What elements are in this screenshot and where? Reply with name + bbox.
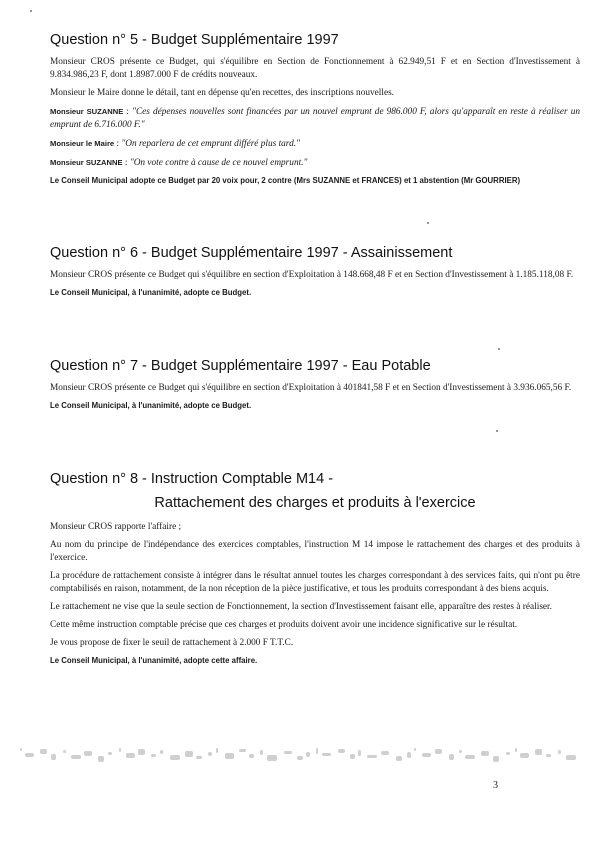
quote: "On reparlera de cet emprunt différé plus tard." bbox=[121, 139, 300, 149]
question-8 bbox=[50, 471, 580, 672]
page-number: 3 bbox=[493, 780, 498, 791]
bleed-mark bbox=[465, 755, 475, 759]
bleed-mark bbox=[63, 750, 66, 753]
bleed-mark bbox=[506, 752, 510, 755]
q8-decision: Le Conseil Municipal, à l'unanimité, adopte cette affaire. bbox=[50, 656, 258, 665]
bleed-mark bbox=[51, 754, 56, 760]
bleed-mark bbox=[170, 755, 180, 760]
q5-statement-2 bbox=[50, 137, 580, 151]
bleed-mark bbox=[381, 751, 389, 755]
bleed-mark bbox=[520, 753, 529, 758]
bleed-mark bbox=[358, 750, 361, 756]
bleed-mark bbox=[407, 752, 411, 758]
q5-statement-3 bbox=[50, 156, 580, 170]
question-7 bbox=[50, 358, 580, 417]
q5-paragraph-1: Monsieur CROS présente ce Budget, qui s'équilibre en Section de Fonctionnement à 62.949,51 F et en Section d'Investissement à 9.834.986,23 F, dont 1.8987.000 F de crédits nouveaux. bbox=[50, 57, 580, 80]
bleed-mark bbox=[284, 751, 292, 754]
bleed-mark bbox=[515, 748, 517, 752]
separator: : bbox=[123, 107, 133, 117]
question-6-title: Question n° 6 - Budget Supplémentaire 1997 - Assainissement bbox=[50, 245, 453, 261]
bleed-mark bbox=[338, 749, 345, 753]
bleed-mark bbox=[566, 755, 576, 760]
bleed-mark bbox=[367, 755, 377, 758]
bleed-mark bbox=[25, 753, 34, 757]
q8-paragraph-2: Au nom du principe de l'indépendance des exercices comptables, l'instruction M 14 impose le rattachement des charges et des produits à l'exercice. bbox=[50, 540, 580, 563]
bleed-mark bbox=[350, 754, 355, 759]
scan-speck bbox=[427, 222, 429, 224]
bleed-mark bbox=[267, 755, 277, 761]
separator: : bbox=[122, 158, 130, 168]
speaker: Monsieur SUZANNE bbox=[50, 107, 124, 116]
question-5-title: Question n° 5 - Budget Supplémentaire 1997 bbox=[50, 32, 339, 48]
bleed-mark bbox=[449, 754, 454, 760]
bleed-mark bbox=[316, 748, 318, 754]
bleed-mark bbox=[208, 752, 212, 756]
bleed-mark bbox=[396, 756, 402, 761]
bleed-mark bbox=[558, 750, 561, 754]
bleed-mark bbox=[322, 753, 331, 756]
bleed-mark bbox=[138, 749, 145, 755]
q6-decision: Le Conseil Municipal, à l'unanimité, adopte ce Budget. bbox=[50, 288, 252, 297]
q7-paragraph-1: Monsieur CROS présente ce Budget qui s'équilibre en section d'Exploitation à 401841,58 F et en Section d'Investissement à 3.936.065,56 F. bbox=[50, 383, 572, 393]
q8-paragraph-5: Cette même instruction comptable précise que ces charges et produits doivent avoir une incidence significative sur le résultat. bbox=[50, 620, 518, 630]
bleed-mark bbox=[414, 748, 416, 751]
q5-paragraph-2: Monsieur le Maire donne le détail, tant en dépense qu'en recettes, des inscriptions nouvelles. bbox=[50, 88, 395, 98]
bleed-mark bbox=[435, 749, 442, 754]
bleed-mark bbox=[160, 750, 163, 754]
speaker: Monsieur SUZANNE bbox=[50, 158, 123, 167]
bleed-mark bbox=[481, 751, 489, 756]
q8-paragraph-6: Je vous propose de fixer le seuil de rattachement à 2.000 F T.T.C. bbox=[50, 638, 294, 648]
bleed-mark bbox=[216, 748, 218, 753]
question-7-title: Question n° 7 - Budget Supplémentaire 1997 - Eau Potable bbox=[50, 358, 431, 374]
bleed-mark bbox=[260, 750, 263, 755]
bleed-mark bbox=[98, 756, 104, 762]
bleed-mark bbox=[546, 754, 551, 757]
bleed-mark bbox=[422, 753, 431, 757]
quote: "Ces dépenses nouvelles sont financées par un nouvel emprunt de 986.000 F, alors qu'apparaît en reste à réaliser un emprunt de 6.716.000 F." bbox=[50, 107, 581, 130]
q8-paragraph-1: Monsieur CROS rapporte l'affaire ; bbox=[50, 522, 182, 532]
scan-speck bbox=[498, 348, 500, 350]
bleed-mark bbox=[20, 748, 22, 751]
q6-paragraph-1: Monsieur CROS présente ce Budget qui s'équilibre en section d'Exploitation à 148.668,48 F et en Section d'Investissement à 1.185.118,08 F. bbox=[50, 270, 574, 280]
bleed-mark bbox=[71, 755, 81, 759]
bleed-mark bbox=[493, 756, 499, 762]
bleed-mark bbox=[196, 756, 202, 759]
q7-decision: Le Conseil Municipal, à l'unanimité, adopte ce Budget. bbox=[50, 401, 252, 410]
question-5 bbox=[50, 32, 580, 192]
q5-decision: Le Conseil Municipal adopte ce Budget par 20 voix pour, 2 contre (Mrs SUZANNE et FRANCES) et 1 abstention (Mr GOURRIER) bbox=[50, 176, 521, 185]
bleed-mark bbox=[535, 749, 542, 755]
bleed-mark bbox=[185, 751, 193, 757]
q8-paragraph-4: Le rattachement ne vise que la seule section de Fonctionnement, la section d'Investissement faisant elle, apparaître des restes à réaliser. bbox=[50, 602, 552, 612]
speaker: Monsieur le Maire bbox=[50, 139, 115, 148]
bleed-mark bbox=[126, 753, 135, 758]
bleed-mark bbox=[84, 751, 92, 756]
question-8-title: Question n° 8 - Instruction Comptable M14 - bbox=[50, 471, 334, 487]
question-6 bbox=[50, 245, 580, 304]
bleed-mark bbox=[108, 752, 112, 755]
bleed-mark bbox=[40, 749, 47, 754]
question-8-subtitle: Rattachement des charges et produits à l'exercice bbox=[154, 495, 476, 511]
q8-paragraph-3: La procédure de rattachement consiste à intégrer dans le résultat annuel toutes les charges correspondant à des services faits, qui n'ont pu être comptabilisés en raison, notamment, de la non réception de la pièce justificative, et tous les produits correspondant à des biens acquis. bbox=[50, 571, 580, 594]
bleed-mark bbox=[119, 748, 121, 752]
bleed-mark bbox=[239, 749, 246, 752]
quote: "On vote contre à cause de ce nouvel emprunt." bbox=[129, 158, 308, 168]
bleed-mark bbox=[297, 756, 303, 760]
q5-statement-1 bbox=[50, 105, 580, 132]
bleed-mark bbox=[151, 754, 156, 757]
separator: : bbox=[114, 139, 122, 149]
scan-bleed-through bbox=[20, 744, 580, 764]
bleed-mark bbox=[225, 753, 234, 759]
bleed-mark bbox=[306, 752, 310, 757]
bleed-mark bbox=[249, 754, 254, 758]
bleed-mark bbox=[459, 750, 462, 753]
scan-speck bbox=[496, 430, 498, 432]
scan-speck bbox=[30, 10, 32, 12]
